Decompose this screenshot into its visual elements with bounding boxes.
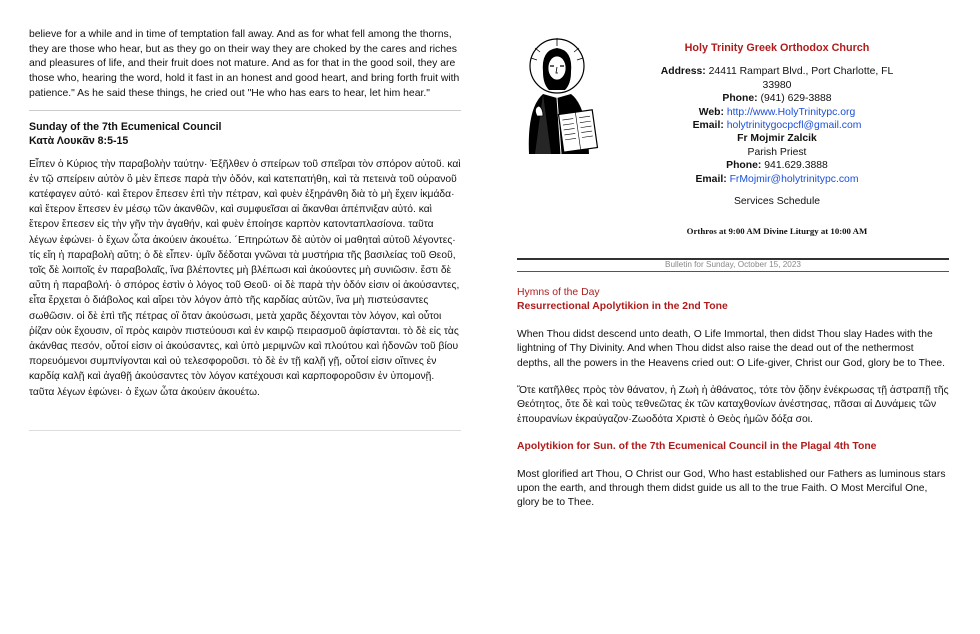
- priest-email-label: Email:: [695, 173, 727, 185]
- priest-title: Parish Priest: [747, 146, 807, 158]
- address-label: Address:: [660, 66, 706, 78]
- church-name: Holy Trinity Greek Orthodox Church: [684, 42, 870, 54]
- gospel-section-reference: Κατὰ Λουκᾶν 8:5-15: [29, 135, 129, 148]
- services-schedule-label: Services Schedule: [733, 196, 821, 208]
- phone-label: Phone:: [722, 93, 758, 105]
- email-link[interactable]: holytrinitygocpcfl@gmail.com: [726, 120, 862, 132]
- web-line: [607, 106, 947, 119]
- church-header: [607, 42, 947, 239]
- hymn-1-title: Resurrectional Apolytikion in the 2nd Tone: [517, 301, 728, 313]
- priest-email-line: [607, 173, 947, 186]
- hymn-1-english: When Thou didst descend unto death, O Life Immortal, then didst Thou slay Hades with the lightning of Thy Divinity. And when Thou didst also raise the dead out of the nethermost depths, all the powers in the Heavens cried out: O Life-giver, Christ our God, glory be to Thee.: [517, 328, 945, 369]
- email-label: Email:: [692, 120, 724, 132]
- hymn-2-title: Apolytikion for Sun. of the 7th Ecumenical Council in the Plagal 4th Tone: [517, 441, 877, 453]
- divider: [29, 110, 461, 111]
- priest-email-link[interactable]: FrMojmir@holytrinitypc.com: [729, 173, 859, 185]
- phone-line: [607, 92, 947, 105]
- web-label: Web:: [698, 106, 724, 118]
- gospel-english-continuation: believe for a while and in time of temptation fall away. And as for what fell among the thorns, they are those who hear, but as they go on their way they are choked by the cares and riches and pleasures of life, and their fruit does not mature. And as for that in the good soil, they are those who, hearing the word, hold it fast in an honest and good heart, and bring forth fruit with patience." As he said these things, he cried out "He who has ears to hear, let him hear.": [29, 29, 460, 99]
- address-value: 24411 Rampart Blvd., Port Charlotte, FL: [708, 66, 894, 78]
- left-column: [29, 28, 461, 400]
- priest-name: Fr Mojmir Zalcik: [737, 133, 817, 145]
- bulletin-date-bar: Bulletin for Sunday, October 15, 2023: [517, 258, 949, 272]
- service-times: Orthros at 9:00 AM Divine Liturgy at 10:00 AM: [686, 226, 868, 237]
- priest-phone-line: [607, 159, 947, 172]
- address-line: [607, 65, 947, 78]
- divider-bottom: [29, 430, 461, 431]
- gospel-section-title: Sunday of the 7th Ecumenical Council: [29, 120, 222, 133]
- hymn-2-english: Most glorified art Thou, O Christ our God, Who hast established our Fathers as luminous stars upon the earth, and through them didst guide us all to the true Faith. O Most Merciful One, glory be to Thee.: [517, 468, 946, 509]
- hymns-section: [517, 286, 949, 511]
- website-link[interactable]: http://www.HolyTrinitypc.org: [726, 106, 856, 118]
- priest-phone-label: Phone:: [726, 160, 762, 172]
- address-zip: 33980: [762, 79, 792, 91]
- priest-phone-value: 941.629.3888: [764, 160, 828, 172]
- phone-value: (941) 629-3888: [760, 93, 832, 105]
- email-line: [607, 119, 947, 132]
- hymns-title: Hymns of the Day: [517, 287, 600, 298]
- hymn-1-greek: Ὅτε κατῆλθες πρὸς τὸν θάνατον, ἡ Ζωὴ ἡ ἀθάνατος, τότε τὸν ᾅδην ἐνέκρωσας τῇ ἀστραπῇ τῆς Θεότητος, ὅτε δὲ καὶ τοὺς τεθνεῶτας ἐκ τῶν καταχθονίων ἀνέστησας, πᾶσαι αἱ Δυνάμεις τῶν ἐπουρανίων ἐκραύγαζον·Ζωοδότα Χριστὲ ὁ Θεὸς ἡμῶν δόξα σοι.: [517, 385, 949, 425]
- gospel-greek-text: Εἶπεν ὁ Κύριος τὴν παραβολὴν ταύτην· Ἐξῆλθεν ὁ σπείρων τοῦ σπεῖραι τὸν σπόρον αὐτοῦ. καὶ ἐν τῷ σπείρειν αὐτὸν ὃ μὲν ἔπεσε παρὰ τὴν ὁδόν, καὶ κατεπατήθη, καὶ τὰ πετεινὰ τοῦ οὐρανοῦ κατέφαγεν αὐτό· καὶ ἕτερον ἔπεσεν ἐπὶ τὴν πέτραν, καὶ φυὲν ἐξηράνθη διὰ τὸ μὴ ἔχειν ἰκμάδα· καὶ ἕτερον ἔπεσεν ἐν μέσῳ τῶν ἀκανθῶν, καὶ συμφυεῖσαι αἱ ἄκανθαι ἀπέπνιξαν αὐτό. καὶ ἕτερον ἔπεσεν εἰς τὴν γῆν τὴν ἀγαθήν, καὶ φυὲν ἐποίησε καρπὸν κατονταπλασίονα. ταῦτα λέγων ἐφώνει· ὁ ἔχων ὦτα ἀκούειν ἀκουέτω. ´Επηρώτων δὲ αὐτὸν οἱ μαθηταὶ αὐτοῦ λέγοντες· τίς εἴη ἡ παραβολὴ αὕτη; ὁ δὲ εἶπεν· ὑμῖν δέδοται γνῶναι τὰ μυστήρια τῆς βασιλείας τοῦ Θεοῦ, τοῖς δὲ λοιποῖς ἐν παραβολαῖς, ἵνα βλέποντες μὴ βλέπωσι καὶ ἀκούοντες μὴ συνιῶσιν. ἔστι δὲ αὕτη ἡ παραβολή· ὁ σπόρος ἐστὶν ὁ λόγος τοῦ Θεοῦ· οἱ δὲ παρὰ τὴν ὁδόν εἰσιν οἱ ἀκούσαντες, εἶτα ἔρχεται ὁ διάβολος καὶ αἴρει τὸν λόγον ἀπὸ τῆς καρδίας αὐτῶν, ἵνα μὴ πιστεύσαντες σωθῶσιν. οἱ δὲ ἐπὶ τῆς πέτρας οἳ ὅταν ἀκούσωσι, μετὰ χαρᾶς δέχονται τὸν λόγον, καὶ οὗτοι ῥίζαν οὐκ ἔχουσιν, οἳ πρὸς καιρὸν πιστεύουσι καὶ ἐν καιρῷ πειρασμοῦ ἀφίστανται. τὸ δὲ εἰς τὰς ἀκάνθας πεσόν, οὗτοί εἰσιν οἱ ἀκούσαντες, καὶ ὑπὸ μεριμνῶν καὶ πλούτου καὶ ἡδονῶν τοῦ βίου πορευόμενοι συμπνίγονται καὶ οὐ τελεσφοροῦσι. τὸ δὲ ἐν τῇ καλῇ γῇ, οὗτοί εἰσιν οἵτινες ἐν καρδίᾳ καλῇ καὶ ἀγαθῇ ἀκούσαντες τὸν λόγον κατέχουσι καὶ καρποφοροῦσιν ἐν ὑπομονῇ. ταῦτα λέγων ἐφώνει· ὁ ἔχων ὦτα ἀκούειν ἀκουέτω.: [29, 158, 461, 398]
- christ-pantocrator-icon: [517, 36, 603, 154]
